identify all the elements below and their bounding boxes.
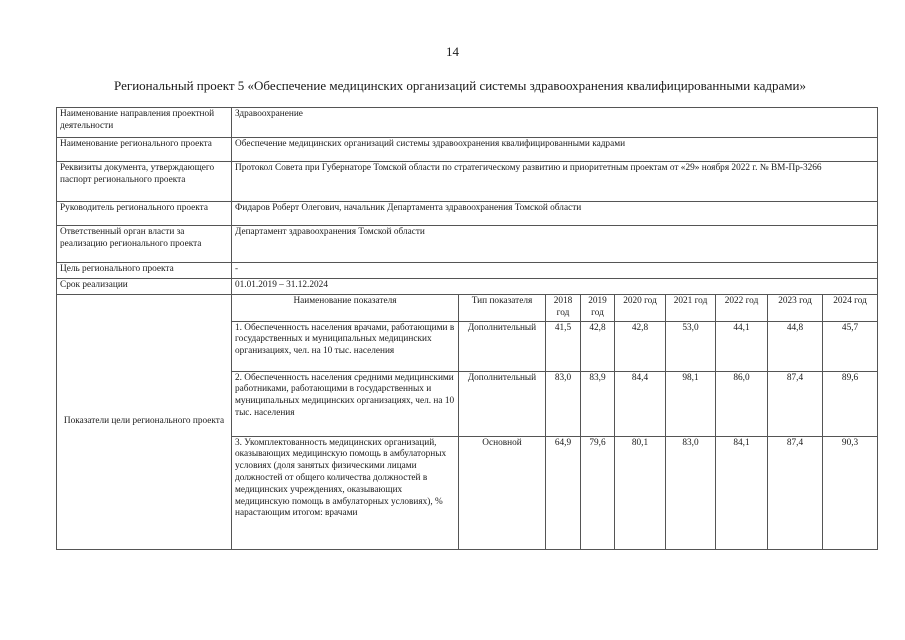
header-year: 2018 год [546, 295, 581, 322]
indicator-value: 80,1 [615, 436, 666, 549]
indicator-value: 64,9 [546, 436, 581, 549]
indicator-value: 41,5 [546, 321, 581, 371]
header-year: 2021 год [666, 295, 716, 322]
indicator-value: 83,9 [581, 371, 615, 436]
indicator-value: 44,1 [716, 321, 768, 371]
indicator-name: 1. Обеспеченность населения врачами, работающими в государственных и муниципальных медицинских организациях, чел. на 10 тыс. населения [232, 321, 459, 371]
indicator-value: 87,4 [768, 371, 823, 436]
indicator-value: 98,1 [666, 371, 716, 436]
period-label: Срок реализации [57, 279, 232, 295]
row-label: Цель регионального проекта [57, 263, 232, 279]
row-label: Ответственный орган власти за реализацию регионального проекта [57, 226, 232, 263]
row-label: Руководитель регионального проекта [57, 202, 232, 226]
row-value: Здравоохранение [232, 108, 878, 138]
row-value: Фидаров Роберт Олегович, начальник Департамента здравоохранения Томской области [232, 202, 878, 226]
indicator-name: 3. Укомплектованность медицинских организаций, оказывающих медицинскую помощь в амбулаторных условиях (доля занятых физическими лицами должностей от общего количества должностей в медицинских учреждениях, оказывающих медицинскую помощь в амбулаторных условиях), % нарастающим итогом: врачами [232, 436, 459, 549]
table-row [57, 279, 878, 295]
page-number: 14 [446, 44, 459, 59]
indicator-type: Дополнительный [459, 321, 546, 371]
indicator-value: 42,8 [581, 321, 615, 371]
row-value: Обеспечение медицинских организаций системы здравоохранения квалифицированными кадрами [232, 138, 878, 162]
header-name: Наименование показателя [232, 295, 459, 322]
indicator-value: 83,0 [546, 371, 581, 436]
indicator-type: Основной [459, 436, 546, 549]
document-title: Региональный проект 5 «Обеспечение медицинских организаций системы здравоохранения квалифицированными кадрами» [114, 78, 806, 93]
table-row [57, 226, 878, 263]
table-row [57, 162, 878, 202]
table-row [57, 202, 878, 226]
row-label: Наименование регионального проекта [57, 138, 232, 162]
indicator-value: 84,1 [716, 436, 768, 549]
indicator-value: 53,0 [666, 321, 716, 371]
indicator-name: 2. Обеспеченность населения средними медицинскими работниками, работающими в государственных и муниципальных медицинских организациях, чел. на 10 тыс. населения [232, 371, 459, 436]
row-value: - [232, 263, 878, 279]
table-row [57, 108, 878, 138]
indicator-value: 86,0 [716, 371, 768, 436]
passport-table [56, 107, 878, 550]
indicator-value: 90,3 [823, 436, 878, 549]
header-year: 2023 год [768, 295, 823, 322]
header-year: 2020 год [615, 295, 666, 322]
indicator-value: 79,6 [581, 436, 615, 549]
header-year: 2024 год [823, 295, 878, 322]
header-year: 2019 год [581, 295, 615, 322]
row-value: Департамент здравоохранения Томской области [232, 226, 878, 263]
table-row [57, 263, 878, 279]
indicator-value: 83,0 [666, 436, 716, 549]
indicator-type: Дополнительный [459, 371, 546, 436]
indicator-value: 84,4 [615, 371, 666, 436]
indicator-value: 42,8 [615, 321, 666, 371]
indicator-value: 44,8 [768, 321, 823, 371]
indicator-header-row [57, 295, 878, 322]
indicator-value: 87,4 [768, 436, 823, 549]
table-row [57, 138, 878, 162]
period-value: 01.01.2019 – 31.12.2024 [232, 279, 878, 295]
indicator-value: 89,6 [823, 371, 878, 436]
header-type: Тип показателя [459, 295, 546, 322]
indicator-value: 45,7 [823, 321, 878, 371]
row-label: Реквизиты документа, утверждающего паспорт регионального проекта [57, 162, 232, 202]
row-value: Протокол Совета при Губернаторе Томской области по стратегическому развитию и приоритетным проектам от «29» ноября 2022 г. № ВМ-Пр-3266 [232, 162, 878, 202]
header-year: 2022 год [716, 295, 768, 322]
row-label: Наименование направления проектной деятельности [57, 108, 232, 138]
indicators-section-label: Показатели цели регионального проекта [57, 295, 232, 550]
